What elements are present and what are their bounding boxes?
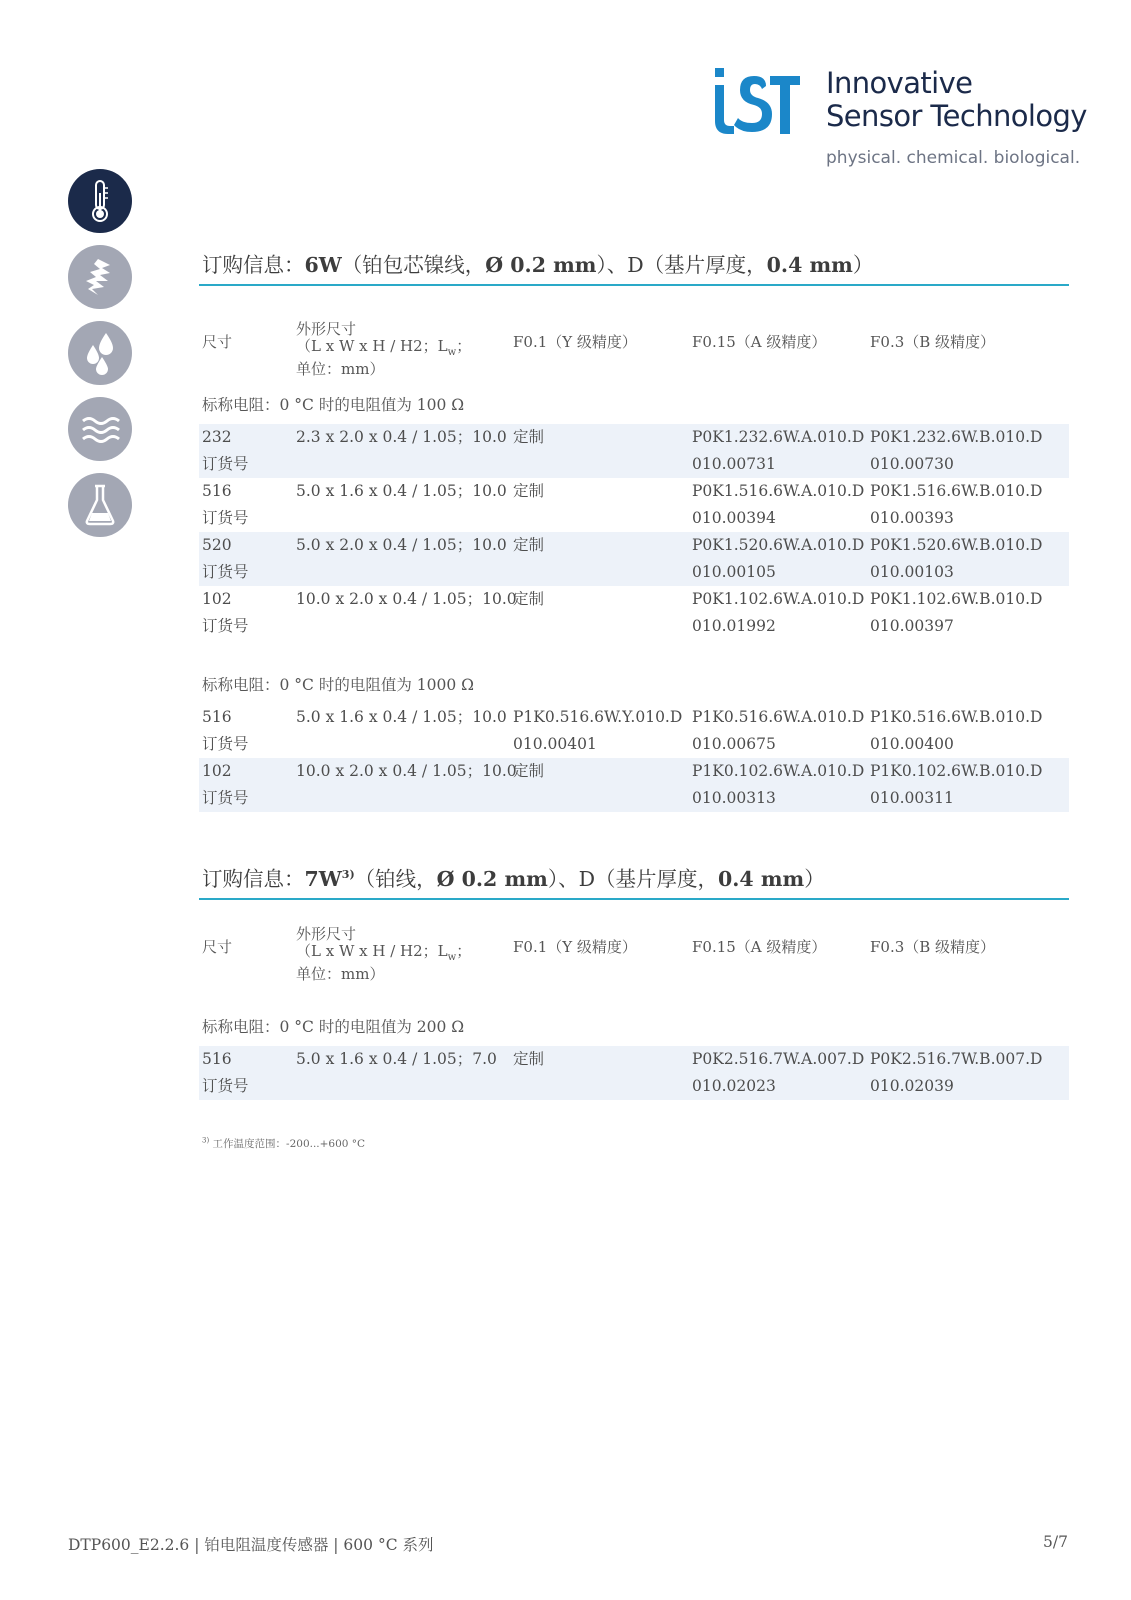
header-dimensions <box>296 321 471 378</box>
f01-cell: 定制 <box>513 762 545 780</box>
header-f015: F0.15（A 级精度） <box>692 938 827 956</box>
dimensions-cell: 10.0 x 2.0 x 0.4 / 1.05；10.0 <box>296 590 517 608</box>
title-part: ） <box>804 867 825 891</box>
brand-tagline: physical. chemical. biological. <box>826 148 1081 168</box>
table-row <box>199 586 1069 640</box>
order-number: 010.00105 <box>692 563 776 581</box>
title-thickness: 0.4 mm <box>718 867 805 891</box>
dimensions-cell: 10.0 x 2.0 x 0.4 / 1.05；10.0 <box>296 762 517 780</box>
f03-cell: P0K1.516.6W.B.010.D <box>870 482 1043 500</box>
order-number: 010.00393 <box>870 509 954 527</box>
order-number: 010.00313 <box>692 789 776 807</box>
table-row <box>199 478 1069 532</box>
title-part: （铂包芯镍线， <box>341 253 486 277</box>
size-cell: 102 <box>202 590 232 608</box>
header-f015: F0.15（A 级精度） <box>692 333 827 351</box>
f015-cell: P1K0.102.6W.A.010.D <box>692 762 865 780</box>
title-diameter: Ø 0.2 mm <box>436 867 548 891</box>
size-cell: 232 <box>202 428 232 446</box>
dim-line2 <box>296 943 471 966</box>
f03-cell: P0K2.516.7W.B.007.D <box>870 1050 1043 1068</box>
size-cell: 516 <box>202 482 232 500</box>
size-cell: 102 <box>202 762 232 780</box>
section1-header <box>199 321 1069 379</box>
header-f01: F0.1（Y 级精度） <box>513 333 637 351</box>
order-number-label: 订货号 <box>202 789 249 807</box>
page-number: 5/7 <box>1043 1533 1068 1551</box>
order-number: 010.02023 <box>692 1077 776 1095</box>
order-number: 010.00400 <box>870 735 954 753</box>
droplets-icon <box>68 321 132 385</box>
order-number: 010.00394 <box>692 509 776 527</box>
order-number: 010.00311 <box>870 789 954 807</box>
header-f03: F0.3（B 级精度） <box>870 333 996 351</box>
order-number: 010.00675 <box>692 735 776 753</box>
title-footnote-mark: 3) <box>341 868 355 882</box>
f015-cell: P0K1.232.6W.A.010.D <box>692 428 865 446</box>
order-number-label: 订货号 <box>202 509 249 527</box>
dimensions-cell: 2.3 x 2.0 x 0.4 / 1.05；10.0 <box>296 428 507 446</box>
order-number-label: 订货号 <box>202 1077 249 1095</box>
f01-cell: P1K0.516.6W.Y.010.D <box>513 708 683 726</box>
dimensions-cell: 5.0 x 1.6 x 0.4 / 1.05；10.0 <box>296 482 507 500</box>
section2-rule <box>199 898 1069 900</box>
ist-logo-mark-icon <box>712 68 800 134</box>
dim-text: （L x W x H / H2；L <box>296 942 448 960</box>
table-row <box>199 704 1069 758</box>
section1-rule <box>199 284 1069 286</box>
f01-cell: 定制 <box>513 536 545 554</box>
order-number: 010.00401 <box>513 735 597 753</box>
footnote-mark: 3) <box>202 1136 210 1145</box>
f03-cell: P0K1.232.6W.B.010.D <box>870 428 1043 446</box>
f03-cell: P0K1.102.6W.B.010.D <box>870 590 1043 608</box>
f01-cell: 定制 <box>513 428 545 446</box>
order-number: 010.00731 <box>692 455 776 473</box>
f01-cell: 定制 <box>513 590 545 608</box>
waves-icon <box>68 397 132 461</box>
dim-sub: w <box>447 347 457 358</box>
f03-cell: P0K1.520.6W.B.010.D <box>870 536 1043 554</box>
order-number-label: 订货号 <box>202 617 249 635</box>
dim-line1: 外形尺寸 <box>296 320 357 338</box>
table-row <box>199 532 1069 586</box>
dim-line3: 单位：mm） <box>296 360 385 378</box>
order-number: 010.02039 <box>870 1077 954 1095</box>
dimensions-cell: 5.0 x 2.0 x 0.4 / 1.05；10.0 <box>296 536 507 554</box>
order-number: 010.01992 <box>692 617 776 635</box>
title-code: 7W <box>304 867 342 891</box>
size-cell: 516 <box>202 708 232 726</box>
title-code: 6W <box>304 253 342 277</box>
section1-title <box>202 248 1068 278</box>
order-number-label: 订货号 <box>202 455 249 473</box>
f01-cell: 定制 <box>513 482 545 500</box>
f01-cell: 定制 <box>513 1050 545 1068</box>
header-size: 尺寸 <box>202 333 233 351</box>
table-row <box>199 758 1069 812</box>
table-row <box>199 1046 1069 1100</box>
table-row <box>199 424 1069 478</box>
footnote-text: 工作温度范围：-200...+600 °C <box>212 1138 366 1150</box>
order-number: 010.00730 <box>870 455 954 473</box>
dim-text: （L x W x H / H2；L <box>296 337 448 355</box>
dim-line1: 外形尺寸 <box>296 925 357 943</box>
f015-cell: P0K1.520.6W.A.010.D <box>692 536 865 554</box>
document-footer: DTP600_E2.2.6 | 铂电阻温度传感器 | 600 °C 系列 <box>68 1536 434 1554</box>
section2-title <box>202 862 1068 892</box>
dimensions-cell: 5.0 x 1.6 x 0.4 / 1.05；10.0 <box>296 708 507 726</box>
dim-text: ； <box>456 337 472 355</box>
dim-line2 <box>296 338 471 361</box>
size-cell: 516 <box>202 1050 232 1068</box>
order-number-label: 订货号 <box>202 563 249 581</box>
title-part: （铂线， <box>354 867 437 891</box>
nominal-resistance-label: 标称电阻：0 °C 时的电阻值为 200 Ω <box>202 1018 465 1036</box>
dim-sub: w <box>447 952 457 963</box>
header-f03: F0.3（B 级精度） <box>870 938 996 956</box>
dim-line3: 单位：mm） <box>296 965 385 983</box>
title-thickness: 0.4 mm <box>766 253 853 277</box>
footnote <box>202 1136 365 1151</box>
thermometer-icon <box>68 169 132 233</box>
header-f01: F0.1（Y 级精度） <box>513 938 637 956</box>
header-dimensions <box>296 926 471 983</box>
header-size: 尺寸 <box>202 938 233 956</box>
brand-logo <box>712 66 1087 176</box>
brand-name-line2: Sensor Technology <box>826 99 1087 133</box>
nominal-resistance-label: 标称电阻：0 °C 时的电阻值为 100 Ω <box>202 396 465 414</box>
f015-cell: P0K1.102.6W.A.010.D <box>692 590 865 608</box>
f03-cell: P1K0.516.6W.B.010.D <box>870 708 1043 726</box>
nominal-resistance-label: 标称电阻：0 °C 时的电阻值为 1000 Ω <box>202 676 474 694</box>
title-part: ）、D（基片厚度， <box>596 253 767 277</box>
title-prefix: 订购信息： <box>202 253 305 277</box>
dimensions-cell: 5.0 x 1.6 x 0.4 / 1.05；7.0 <box>296 1050 497 1068</box>
section2-header <box>199 926 1069 984</box>
flask-icon <box>68 473 132 537</box>
order-number-label: 订货号 <box>202 735 249 753</box>
f03-cell: P1K0.102.6W.B.010.D <box>870 762 1043 780</box>
dim-text: ； <box>456 942 472 960</box>
size-cell: 520 <box>202 536 232 554</box>
title-part: ） <box>852 253 874 277</box>
brand-name-line1: Innovative <box>826 66 973 100</box>
order-number: 010.00397 <box>870 617 954 635</box>
f015-cell: P0K1.516.6W.A.010.D <box>692 482 865 500</box>
order-number: 010.00103 <box>870 563 954 581</box>
f015-cell: P1K0.516.6W.A.010.D <box>692 708 865 726</box>
f015-cell: P0K2.516.7W.A.007.D <box>692 1050 865 1068</box>
flow-icon <box>68 245 132 309</box>
title-prefix: 订购信息： <box>202 867 305 891</box>
title-part: ）、D（基片厚度， <box>547 867 719 891</box>
title-diameter: Ø 0.2 mm <box>485 253 597 277</box>
